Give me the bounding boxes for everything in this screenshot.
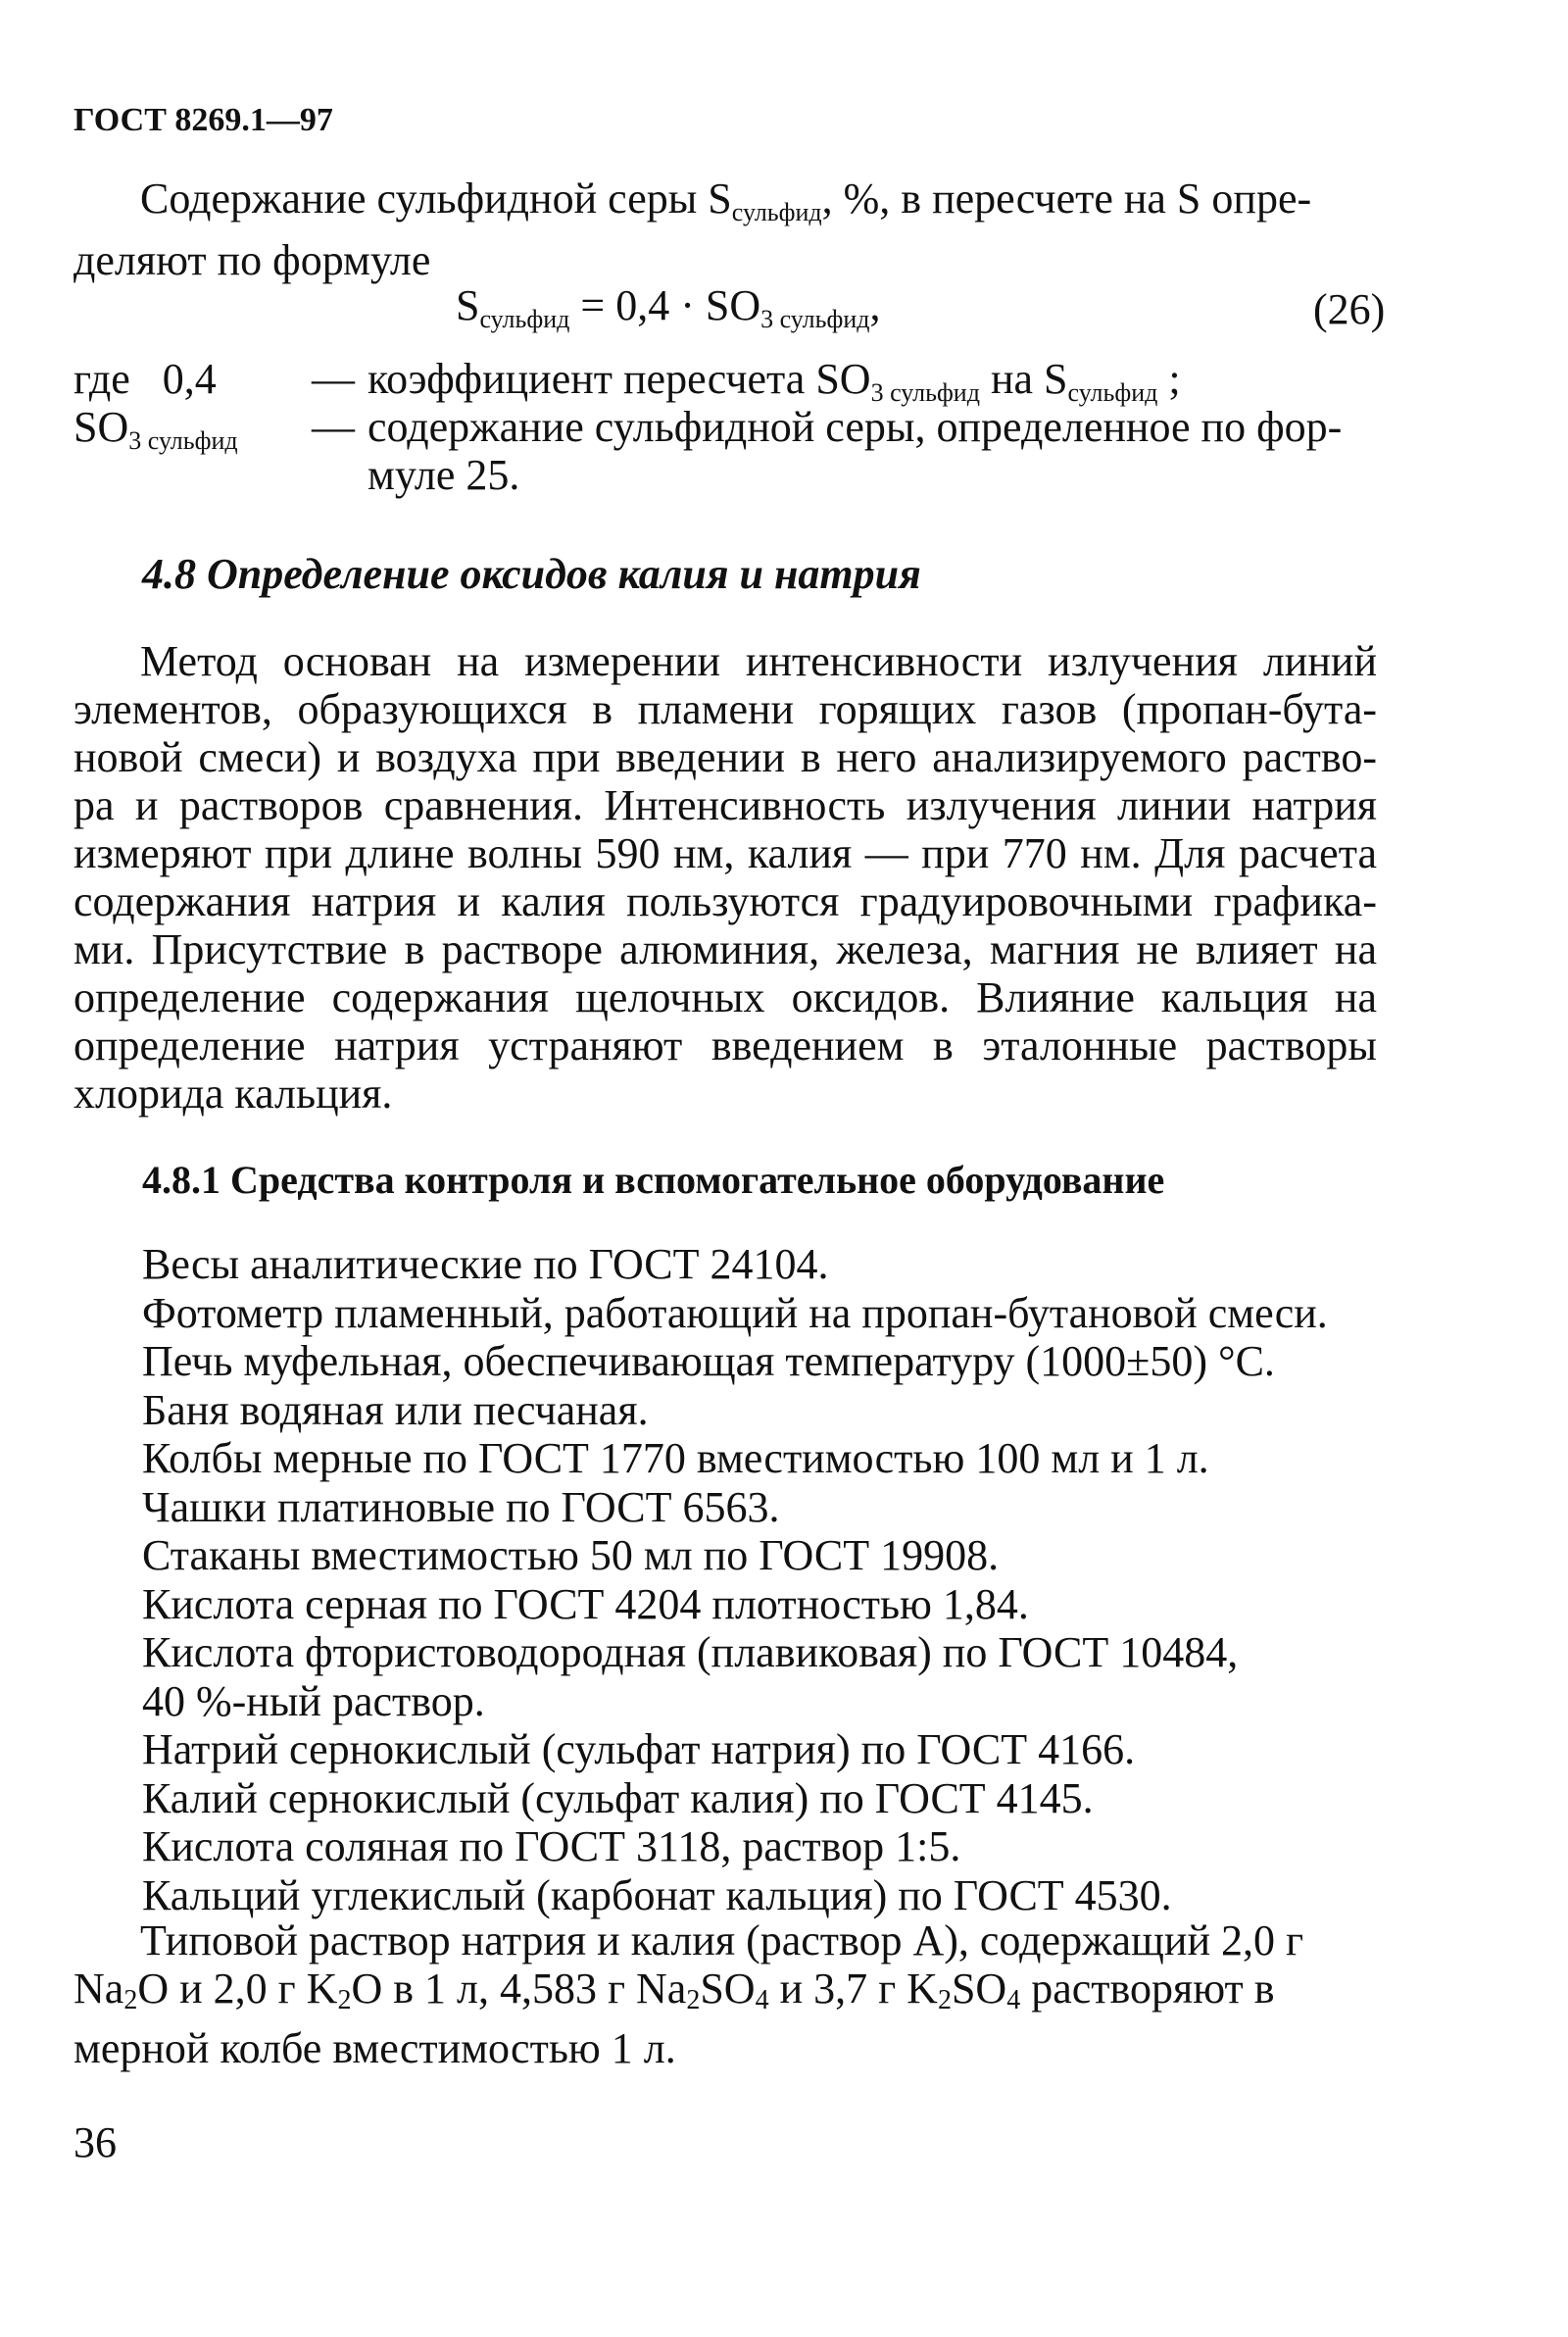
where-text-2 (368, 403, 1342, 499)
section-heading-4-8: 4.8 Определение оксидов калия и натрия (142, 550, 921, 598)
method-paragraph (74, 637, 1377, 1118)
final-line1: Типовой раствор натрия и калия (раствор А), содержащий 2,0 г (140, 1916, 1304, 1964)
f-c-sub: 2 (686, 1985, 701, 2015)
method-line: хлорида кальция. (74, 1069, 393, 1118)
formula-lhs: S (456, 281, 480, 329)
method-line: ми. Присутствие в растворе алюминия, железа, магния не влияет на (74, 925, 1377, 973)
intro-text-tail: , %, в пересчете на S опре- (821, 174, 1312, 223)
equipment-item: Кальций углекислый (карбонат кальция) по ГОСТ 4530. (142, 1870, 1172, 1919)
equipment-item: Колбы мерные по ГОСТ 1770 вместимостью 100 мл и 1 л. (142, 1434, 1209, 1482)
formula-26 (456, 280, 880, 334)
intro-subscript: сульфид (731, 198, 822, 226)
where-text-2-line2: муле 25. (368, 451, 520, 499)
where-text-1-sub: 3 сульфид (870, 378, 980, 407)
f-e-sub: 2 (937, 1985, 952, 2015)
method-line: новой смеси) и воздуха при введении в него анализируемого раство- (74, 733, 1377, 781)
where-label-2 (74, 403, 238, 465)
where-label-2-sub: 3 сульфид (128, 426, 238, 455)
intro-paragraph (74, 174, 1377, 284)
f-f-sub: 4 (1006, 1985, 1021, 2015)
document-header: ГОСТ 8269.1—97 (74, 102, 333, 138)
where-row-1 (74, 355, 217, 403)
f-g: растворяют в (1020, 1964, 1275, 2013)
method-line: измеряют при длине волны 590 нм, калия — при 770 нм. Для расчета (74, 829, 1377, 877)
where-label-1: где 0,4 (74, 355, 217, 403)
formula-rhs-subscript: 3 сульфид (760, 305, 870, 333)
equipment-item: Печь муфельная, обеспечивающая температуру (1000±50) °С. (142, 1337, 1275, 1385)
where-dash-2: — (312, 403, 355, 451)
f-c: O в 1 л, 4,583 г Na (351, 1964, 687, 2013)
where-text-2-line1: содержание сульфидной серы, определенное по фор- (368, 403, 1343, 451)
final-paragraph (74, 1916, 1377, 2072)
equipment-item: Чашки платиновые по ГОСТ 6563. (142, 1482, 780, 1531)
f-d-sub: 4 (755, 1985, 769, 2015)
equipment-item: Калий сернокислый (сульфат калия) по ГОСТ 4145. (142, 1773, 1094, 1822)
method-line: определение натрия устраняют введением в эталонные растворы (74, 1021, 1377, 1069)
equipment-item: Кислота серная по ГОСТ 4204 плотностью 1,84. (142, 1579, 1029, 1628)
method-line: элементов, образующихся в пламени горящих газов (пропан-бута- (74, 685, 1377, 733)
formula-lhs-subscript: сульфид (479, 305, 570, 333)
equipment-item: Баня водяная или песчаная. (142, 1385, 649, 1434)
where-text-1-mid: на S (979, 355, 1068, 403)
equipment-item: Стаканы вместимостью 50 мл по ГОСТ 19908. (142, 1531, 1000, 1579)
method-line: определение содержания щелочных оксидов. Влияние кальция на (74, 973, 1377, 1021)
where-text-1-sub2: сульфид (1067, 378, 1158, 407)
f-a-sub: 2 (123, 1985, 138, 2015)
f-d: SO (700, 1964, 756, 2013)
intro-text: Содержание сульфидной серы S (140, 174, 732, 223)
f-f: SO (951, 1964, 1007, 2013)
final-line2 (74, 1964, 1377, 2024)
equipment-item: Кислота фтористоводородная (плавиковая) по ГОСТ 10484, (142, 1628, 1239, 1676)
equipment-item: Фотометр пламенный, работающий на пропан-бутановой смеси. (142, 1288, 1328, 1337)
where-text-1-post: ; (1157, 355, 1181, 403)
where-label-2-text: SO (74, 403, 129, 451)
formula-tail: , (869, 281, 881, 329)
formula-middle: = 0,4 · SO (569, 281, 761, 329)
page-number: 36 (74, 2118, 117, 2166)
f-a: Na (74, 1964, 124, 2013)
f-b-sub: 2 (337, 1985, 352, 2015)
equipment-item: Натрий сернокислый (сульфат натрия) по ГОСТ 4166. (142, 1725, 1136, 1773)
equipment-item: Кислота соляная по ГОСТ 3118, раствор 1:5. (142, 1822, 961, 1870)
section-heading-4-8-1: 4.8.1 Средства контроля и вспомогательное оборудование (142, 1158, 1165, 1202)
method-line: содержания натрия и калия пользуются градуировочными графика- (74, 877, 1377, 925)
equipment-item: 40 %-ный раствор. (142, 1676, 485, 1725)
f-b: O и 2,0 г K (137, 1964, 338, 2013)
intro-line2: деляют по формуле (74, 236, 431, 284)
final-line3: мерной колбе вместимостью 1 л. (74, 2024, 676, 2072)
equipment-item: Весы аналитические по ГОСТ 24104. (142, 1240, 829, 1288)
equipment-list (142, 1240, 1328, 1919)
method-line: Метод основан на измерении интенсивности излучения линий (140, 637, 1377, 685)
method-line: ра и растворов сравнения. Интенсивность излучения линии натрия (74, 781, 1377, 829)
equation-number: (26) (1313, 285, 1386, 333)
where-dash-1: — (312, 355, 355, 403)
f-e: и 3,7 г K (768, 1964, 938, 2013)
where-text-1-pre: коэффициент пересчета SO (368, 355, 871, 403)
